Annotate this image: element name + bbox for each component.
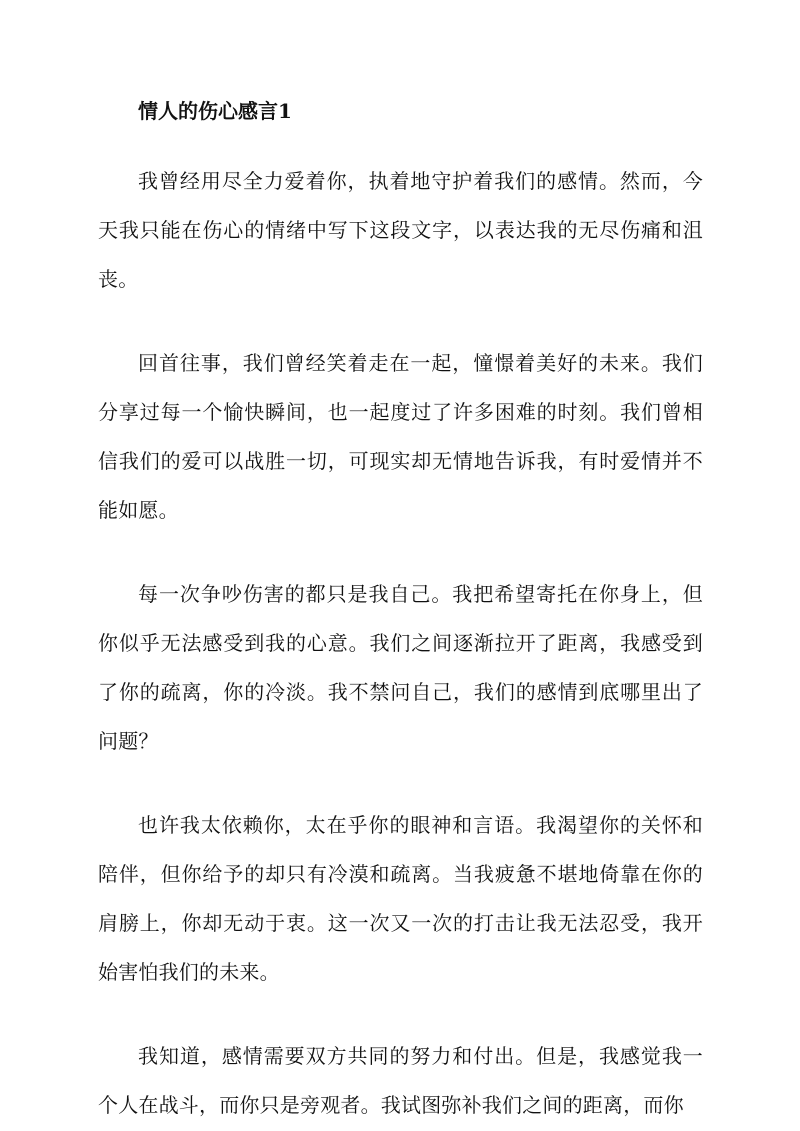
paragraph-2: 回首往事，我们曾经笑着走在一起，憧憬着美好的未来。我们分享过每一个愉快瞬间，也一起度过了许多困难的时刻。我们曾相信我们的爱可以战胜一切，可现实却无情地告诉我，有时爱情并不能如愿。	[98, 351, 703, 522]
paragraph-1: 我曾经用尽全力爱着你，执着地守护着我们的感情。然而，今天我只能在伤心的情绪中写下这段文字，以表达我的无尽伤痛和沮丧。	[98, 169, 703, 291]
document-body	[98, 92, 703, 1130]
paragraph-3: 每一次争吵伤害的都只是我自己。我把希望寄托在你身上，但你似乎无法感受到我的心意。我们之间逐渐拉开了距离，我感受到了你的疏离，你的冷淡。我不禁问自己，我们的感情到底哪里出了问题？	[98, 582, 703, 753]
document-title: 情人的伤心感言1	[138, 99, 292, 123]
paragraph-5: 我知道，感情需要双方共同的努力和付出。但是，我感觉我一个人在战斗，而你只是旁观者。我试图弥补我们之间的距离，而你	[98, 1044, 703, 1117]
paragraph-4: 也许我太依赖你，太在乎你的眼神和言语。我渴望你的关怀和陪伴，但你给予的却只有冷漠和疏离。当我疲惫不堪地倚靠在你的肩膀上，你却无动于衷。这一次又一次的打击让我无法忍受，我开始害怕我们的未来。	[98, 813, 703, 984]
